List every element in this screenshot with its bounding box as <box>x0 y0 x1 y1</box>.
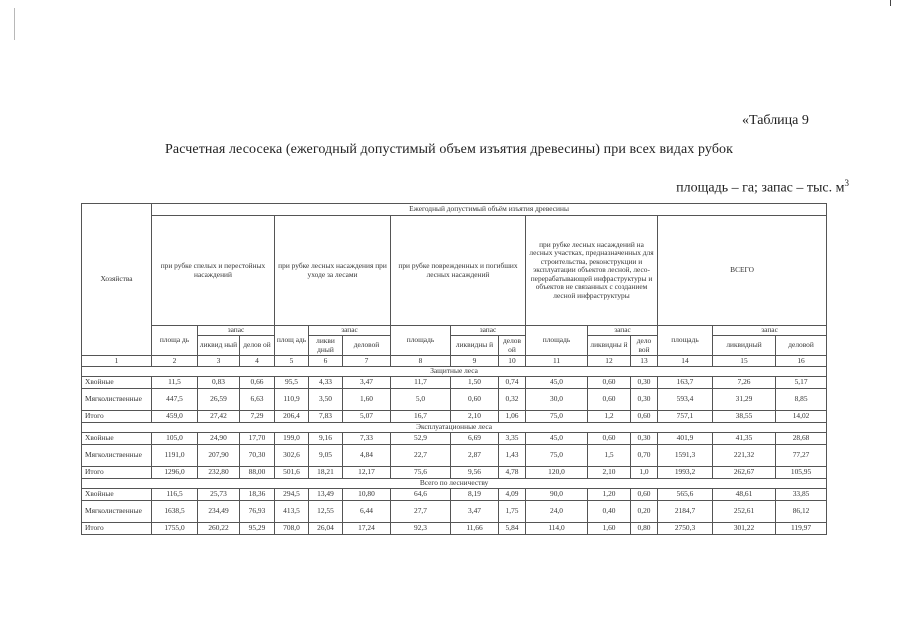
value-cell: 95,29 <box>240 523 275 535</box>
header-row-2 <box>82 216 827 326</box>
scan-mark <box>14 8 15 40</box>
value-cell: 120,0 <box>526 467 588 479</box>
header-area-5: площадь <box>658 326 713 356</box>
value-cell: 0,20 <box>631 501 658 523</box>
value-cell: 6,63 <box>240 389 275 411</box>
value-cell: 0,74 <box>499 377 526 389</box>
table-title: Расчетная лесосека (ежегодный допустимый объем изъятия древесины) при всех видах рубок <box>165 142 734 157</box>
value-cell: 17,70 <box>240 433 275 445</box>
value-cell: 0,30 <box>631 389 658 411</box>
value-cell: 1,43 <box>499 445 526 467</box>
header-row-3 <box>82 326 827 336</box>
value-cell: 24,0 <box>526 501 588 523</box>
value-cell: 77,27 <box>776 445 827 467</box>
value-cell: 2750,3 <box>658 523 713 535</box>
value-cell: 262,67 <box>713 467 776 479</box>
header-area-1: площа дь <box>152 326 198 356</box>
value-cell: 76,93 <box>240 501 275 523</box>
value-cell: 9,05 <box>309 445 343 467</box>
value-cell: 45,0 <box>526 433 588 445</box>
value-cell: 70,30 <box>240 445 275 467</box>
value-cell: 413,5 <box>275 501 309 523</box>
value-cell: 301,22 <box>713 523 776 535</box>
value-cell: 64,6 <box>391 489 451 501</box>
value-cell: 17,24 <box>343 523 391 535</box>
farm-name-cell: Итого <box>82 467 152 479</box>
value-cell: 0,40 <box>588 501 631 523</box>
value-cell: 0,60 <box>588 433 631 445</box>
value-cell: 302,6 <box>275 445 309 467</box>
value-cell: 3,47 <box>343 377 391 389</box>
col-num: 5 <box>275 356 309 367</box>
value-cell: 0,66 <box>240 377 275 389</box>
value-cell: 16,7 <box>391 411 451 423</box>
value-cell: 11,66 <box>451 523 499 535</box>
farm-name-cell: Хвойные <box>82 433 152 445</box>
value-cell: 0,32 <box>499 389 526 411</box>
header-liquid-1: ликвид ный <box>198 336 240 356</box>
header-liquid-4: ликвидны й <box>588 336 631 356</box>
value-cell: 0,60 <box>451 389 499 411</box>
value-cell: 25,73 <box>198 489 240 501</box>
value-cell: 6,44 <box>343 501 391 523</box>
table-row <box>82 377 827 389</box>
value-cell: 52,9 <box>391 433 451 445</box>
header-business-1: делов ой <box>240 336 275 356</box>
value-cell: 1,50 <box>451 377 499 389</box>
value-cell: 75,0 <box>526 445 588 467</box>
header-group-total: ВСЕГО <box>658 216 827 326</box>
value-cell: 4,09 <box>499 489 526 501</box>
value-cell: 7,33 <box>343 433 391 445</box>
section-title: Эксплуатационные леса <box>82 423 827 433</box>
value-cell: 5,0 <box>391 389 451 411</box>
value-cell: 0,60 <box>588 377 631 389</box>
value-cell: 3,50 <box>309 389 343 411</box>
value-cell: 234,49 <box>198 501 240 523</box>
table-row <box>82 467 827 479</box>
value-cell: 105,0 <box>152 433 198 445</box>
value-cell: 447,5 <box>152 389 198 411</box>
value-cell: 14,02 <box>776 411 827 423</box>
header-liquid-2: ликви дный <box>309 336 343 356</box>
header-liquid-5: ликвидный <box>713 336 776 356</box>
header-farms: Хозяйства <box>82 204 152 356</box>
section-title: Защитные леса <box>82 367 827 377</box>
value-cell: 11,7 <box>391 377 451 389</box>
value-cell: 114,0 <box>526 523 588 535</box>
value-cell: 26,04 <box>309 523 343 535</box>
farm-name-cell: Итого <box>82 523 152 535</box>
value-cell: 7,29 <box>240 411 275 423</box>
header-group-mature: при рубке спелых и перестойных насаждений <box>152 216 275 326</box>
value-cell: 41,35 <box>713 433 776 445</box>
value-cell: 31,29 <box>713 389 776 411</box>
farm-name-cell: Мягколиственные <box>82 389 152 411</box>
value-cell: 294,5 <box>275 489 309 501</box>
value-cell: 459,0 <box>152 411 198 423</box>
value-cell: 2184,7 <box>658 501 713 523</box>
header-group-construction: при рубке лесных насаждений на лесных участках, предназначенных для строительства, реконструкции и эксплуатации объектов лесной, лесо-перерабатывающей инфраструктуры и объектов не связанных с созданием лесной инфраструктуры <box>526 216 658 326</box>
value-cell: 0,83 <box>198 377 240 389</box>
value-cell: 1,60 <box>343 389 391 411</box>
col-num: 8 <box>391 356 451 367</box>
header-area-4: площадь <box>526 326 588 356</box>
farm-name-cell: Хвойные <box>82 377 152 389</box>
value-cell: 11,5 <box>152 377 198 389</box>
section-title: Всего по лесничеству <box>82 479 827 489</box>
table-row <box>82 389 827 411</box>
col-num: 15 <box>713 356 776 367</box>
value-cell: 9,16 <box>309 433 343 445</box>
value-cell: 8,19 <box>451 489 499 501</box>
header-business-4: дело вой <box>631 336 658 356</box>
value-cell: 18,36 <box>240 489 275 501</box>
col-num: 9 <box>451 356 499 367</box>
header-row-1 <box>82 204 827 216</box>
value-cell: 27,42 <box>198 411 240 423</box>
col-num: 11 <box>526 356 588 367</box>
table-row <box>82 489 827 501</box>
value-cell: 9,56 <box>451 467 499 479</box>
value-cell: 7,26 <box>713 377 776 389</box>
col-num: 6 <box>309 356 343 367</box>
value-cell: 206,4 <box>275 411 309 423</box>
col-num: 2 <box>152 356 198 367</box>
header-business-2: деловой <box>343 336 391 356</box>
value-cell: 7,83 <box>309 411 343 423</box>
value-cell: 565,6 <box>658 489 713 501</box>
farm-name-cell: Хвойные <box>82 489 152 501</box>
value-cell: 1,20 <box>588 489 631 501</box>
value-cell: 1191,0 <box>152 445 198 467</box>
col-num: 7 <box>343 356 391 367</box>
value-cell: 501,6 <box>275 467 309 479</box>
value-cell: 95,5 <box>275 377 309 389</box>
value-cell: 6,69 <box>451 433 499 445</box>
farm-name-cell: Мягколиственные <box>82 501 152 523</box>
header-stock-2: запас <box>309 326 391 336</box>
header-area-2: площ адь <box>275 326 309 356</box>
header-business-5: деловой <box>776 336 827 356</box>
section-row <box>82 423 827 433</box>
value-cell: 0,30 <box>631 377 658 389</box>
value-cell: 1993,2 <box>658 467 713 479</box>
allowable-cut-table <box>81 203 827 535</box>
value-cell: 4,33 <box>309 377 343 389</box>
value-cell: 116,5 <box>152 489 198 501</box>
value-cell: 1,06 <box>499 411 526 423</box>
value-cell: 28,68 <box>776 433 827 445</box>
table-caption: «Таблица 9 <box>742 113 809 128</box>
header-stock-3: запас <box>451 326 526 336</box>
col-num: 1 <box>82 356 152 367</box>
value-cell: 1,0 <box>631 467 658 479</box>
value-cell: 5,17 <box>776 377 827 389</box>
col-num: 10 <box>499 356 526 367</box>
table-body <box>82 367 827 535</box>
value-cell: 38,55 <box>713 411 776 423</box>
value-cell: 260,22 <box>198 523 240 535</box>
value-cell: 1,60 <box>588 523 631 535</box>
value-cell: 24,90 <box>198 433 240 445</box>
value-cell: 221,32 <box>713 445 776 467</box>
col-num: 12 <box>588 356 631 367</box>
farm-name-cell: Итого <box>82 411 152 423</box>
value-cell: 757,1 <box>658 411 713 423</box>
value-cell: 232,80 <box>198 467 240 479</box>
value-cell: 45,0 <box>526 377 588 389</box>
value-cell: 119,97 <box>776 523 827 535</box>
value-cell: 12,55 <box>309 501 343 523</box>
value-cell: 1,2 <box>588 411 631 423</box>
header-stock-4: запас <box>588 326 658 336</box>
value-cell: 110,9 <box>275 389 309 411</box>
col-num: 4 <box>240 356 275 367</box>
value-cell: 2,87 <box>451 445 499 467</box>
value-cell: 12,17 <box>343 467 391 479</box>
value-cell: 207,90 <box>198 445 240 467</box>
value-cell: 27,7 <box>391 501 451 523</box>
value-cell: 26,59 <box>198 389 240 411</box>
value-cell: 92,3 <box>391 523 451 535</box>
value-cell: 8,85 <box>776 389 827 411</box>
value-cell: 48,61 <box>713 489 776 501</box>
value-cell: 3,47 <box>451 501 499 523</box>
value-cell: 10,80 <box>343 489 391 501</box>
table-row <box>82 433 827 445</box>
value-cell: 75,0 <box>526 411 588 423</box>
header-stock-1: запас <box>198 326 275 336</box>
value-cell: 88,00 <box>240 467 275 479</box>
col-num: 13 <box>631 356 658 367</box>
table-row <box>82 445 827 467</box>
value-cell: 0,70 <box>631 445 658 467</box>
value-cell: 75,6 <box>391 467 451 479</box>
table-row <box>82 411 827 423</box>
col-num: 14 <box>658 356 713 367</box>
header-stock-5: запас <box>713 326 827 336</box>
units-superscript: 3 <box>844 178 849 188</box>
header-annual: Ежегодный допустимый объём изъятия древесины <box>152 204 827 216</box>
value-cell: 33,85 <box>776 489 827 501</box>
value-cell: 5,84 <box>499 523 526 535</box>
header-area-3: площадь <box>391 326 451 356</box>
value-cell: 2,10 <box>451 411 499 423</box>
units-text: площадь – га; запас – тыс. м <box>676 180 845 196</box>
value-cell: 401,9 <box>658 433 713 445</box>
value-cell: 1638,5 <box>152 501 198 523</box>
value-cell: 90,0 <box>526 489 588 501</box>
value-cell: 1,5 <box>588 445 631 467</box>
page-tick <box>890 0 891 6</box>
table-row <box>82 523 827 535</box>
value-cell: 593,4 <box>658 389 713 411</box>
value-cell: 199,0 <box>275 433 309 445</box>
table-row <box>82 501 827 523</box>
value-cell: 105,95 <box>776 467 827 479</box>
value-cell: 13,49 <box>309 489 343 501</box>
header-business-3: делов ой <box>499 336 526 356</box>
col-num: 16 <box>776 356 827 367</box>
col-num: 3 <box>198 356 240 367</box>
value-cell: 163,7 <box>658 377 713 389</box>
column-number-row <box>82 356 827 367</box>
header-liquid-3: ликвидны й <box>451 336 499 356</box>
value-cell: 22,7 <box>391 445 451 467</box>
units-note <box>676 178 849 197</box>
value-cell: 252,61 <box>713 501 776 523</box>
value-cell: 708,0 <box>275 523 309 535</box>
value-cell: 30,0 <box>526 389 588 411</box>
value-cell: 1296,0 <box>152 467 198 479</box>
section-row <box>82 367 827 377</box>
value-cell: 3,35 <box>499 433 526 445</box>
value-cell: 4,84 <box>343 445 391 467</box>
header-group-damaged: при рубке поврежденных и погибших лесных насаждений <box>391 216 526 326</box>
value-cell: 1591,3 <box>658 445 713 467</box>
section-row <box>82 479 827 489</box>
value-cell: 2,10 <box>588 467 631 479</box>
value-cell: 86,12 <box>776 501 827 523</box>
value-cell: 1,75 <box>499 501 526 523</box>
value-cell: 0,80 <box>631 523 658 535</box>
value-cell: 1755,0 <box>152 523 198 535</box>
value-cell: 0,60 <box>631 411 658 423</box>
value-cell: 0,60 <box>631 489 658 501</box>
value-cell: 0,60 <box>588 389 631 411</box>
value-cell: 0,30 <box>631 433 658 445</box>
value-cell: 5,07 <box>343 411 391 423</box>
header-group-care: при рубке лесных насаждения при уходе за лесами <box>275 216 391 326</box>
value-cell: 18,21 <box>309 467 343 479</box>
value-cell: 4,78 <box>499 467 526 479</box>
farm-name-cell: Мягколиственные <box>82 445 152 467</box>
